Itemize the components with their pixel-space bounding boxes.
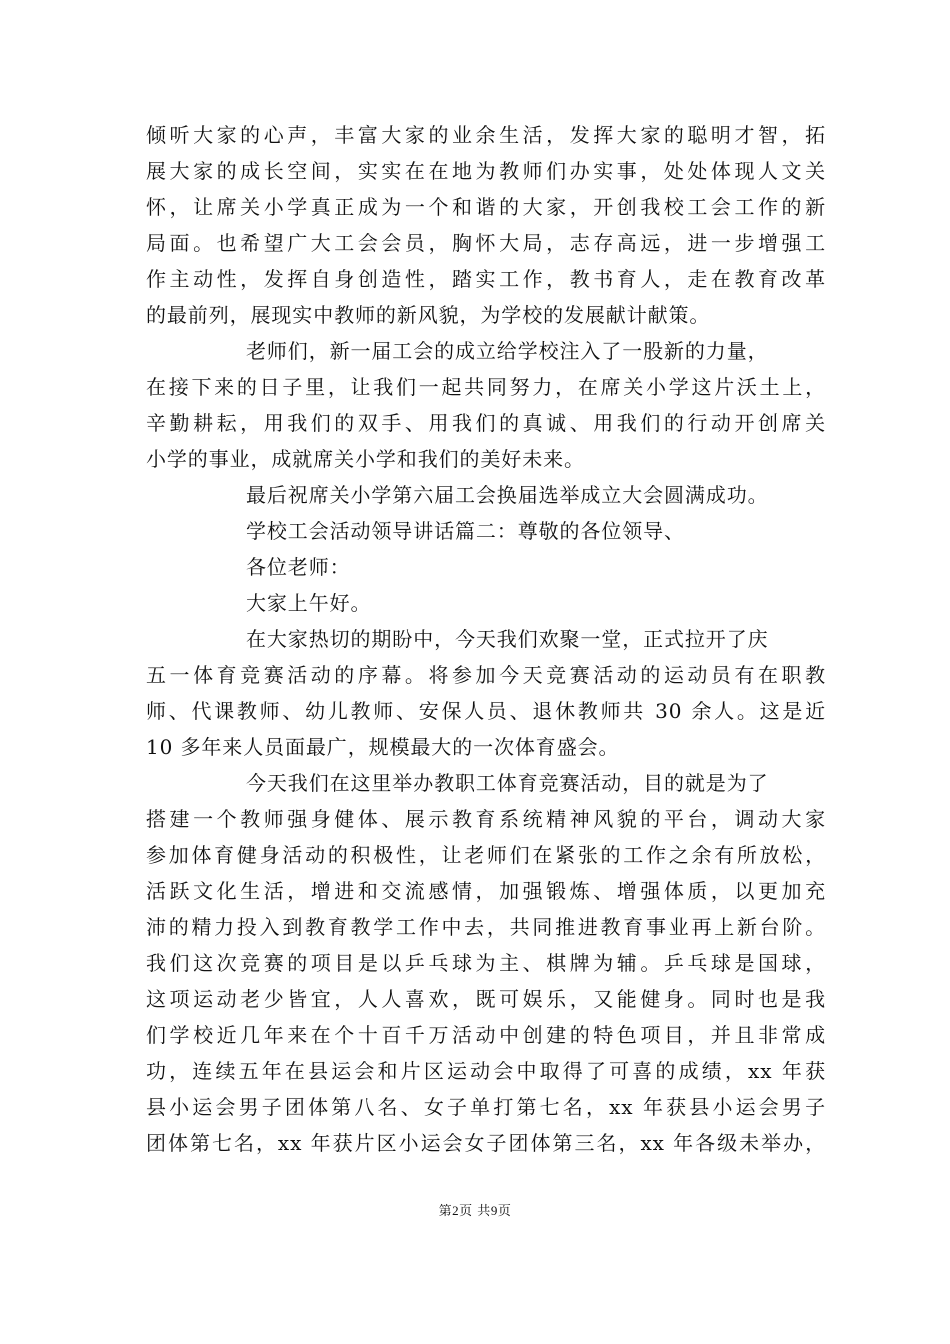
document-body: [146, 117, 826, 1161]
text-line: 局面。也希望广大工会会员，胸怀大局，志存高远，进一步增强工: [146, 231, 826, 255]
page-footer: [0, 1203, 950, 1220]
text-line: 学校工会活动领导讲话篇二：尊敬的各位领导、: [246, 519, 685, 543]
text-line: 最后祝席关小学第六届工会换届选举成立大会圆满成功。: [246, 483, 769, 507]
text-line: 的最前列，展现实中教师的新风貌，为学校的发展献计献策。: [146, 303, 711, 327]
footer-prefix: 第: [438, 1204, 453, 1219]
text-line: 参加体育健身活动的积极性，让老师们在紧张的工作之余有所放松，: [146, 843, 826, 867]
text-line: 我们这次竞赛的项目是以乒乓球为主、棋牌为辅。乒乓球是国球，: [146, 951, 826, 975]
text-line: 各位老师：: [246, 555, 351, 579]
text-line: 这项运动老少皆宜，人人喜欢，既可娱乐，又能健身。同时也是我: [146, 987, 826, 1011]
text-line: 怀，让席关小学真正成为一个和谐的大家，开创我校工会工作的新: [146, 195, 826, 219]
text-line: 在大家热切的期盼中，今天我们欢聚一堂，正式拉开了庆: [246, 627, 769, 651]
text-line: 活跃文化生活，增进和交流感情，加强锻炼、增强体质，以更加充: [146, 879, 826, 903]
footer-suffix: 页: [497, 1204, 512, 1219]
text-line: 小学的事业，成就席关小学和我们的美好未来。: [146, 447, 585, 471]
text-line: 老师们，新一届工会的成立给学校注入了一股新的力量，: [246, 339, 769, 363]
text-line: 团体第七名，xx 年获片区小运会女子团体第三名，xx 年各级未举办，: [146, 1131, 826, 1155]
text-line: 今天我们在这里举办教职工体育竞赛活动，目的就是为了: [246, 771, 769, 795]
text-line: 县小运会男子团体第八名、女子单打第七名，xx 年获县小运会男子: [146, 1095, 826, 1119]
text-line: 辛勤耕耘，用我们的双手、用我们的真诚、用我们的行动开创席关: [146, 411, 826, 435]
text-line: 沛的精力投入到教育教学工作中去，共同推进教育事业再上新台阶。: [146, 915, 826, 939]
text-line: 作主动性，发挥自身创造性，踏实工作，教书育人，走在教育改革: [146, 267, 826, 291]
text-line: 倾听大家的心声，丰富大家的业余生活，发挥大家的聪明才智，拓: [146, 123, 826, 147]
text-line: 师、代课教师、幼儿教师、安保人员、退休教师共 30 余人。这是近: [146, 699, 826, 723]
text-line: 大家上午好。: [246, 591, 372, 615]
text-line: 们学校近几年来在个十百千万活动中创建的特色项目，并且非常成: [146, 1023, 826, 1047]
footer-current-page: 2: [452, 1203, 460, 1218]
text-line: 五一体育竞赛活动的序幕。将参加今天竞赛活动的运动员有在职教: [146, 663, 826, 687]
text-line: 在接下来的日子里，让我们一起共同努力，在席关小学这片沃土上，: [146, 375, 826, 399]
text-line: 功，连续五年在县运会和片区运动会中取得了可喜的成绩，xx 年获: [146, 1059, 826, 1083]
text-line: 搭建一个教师强身健体、展示教育系统精神风貌的平台，调动大家: [146, 807, 826, 831]
text-line: 10 多年来人员面最广，规模最大的一次体育盛会。: [146, 735, 620, 759]
text-line: 展大家的成长空间，实实在在地为教师们办实事，处处体现人文关: [146, 159, 826, 183]
footer-total-pages: 9: [490, 1203, 498, 1218]
footer-middle: 页 共: [459, 1204, 491, 1219]
